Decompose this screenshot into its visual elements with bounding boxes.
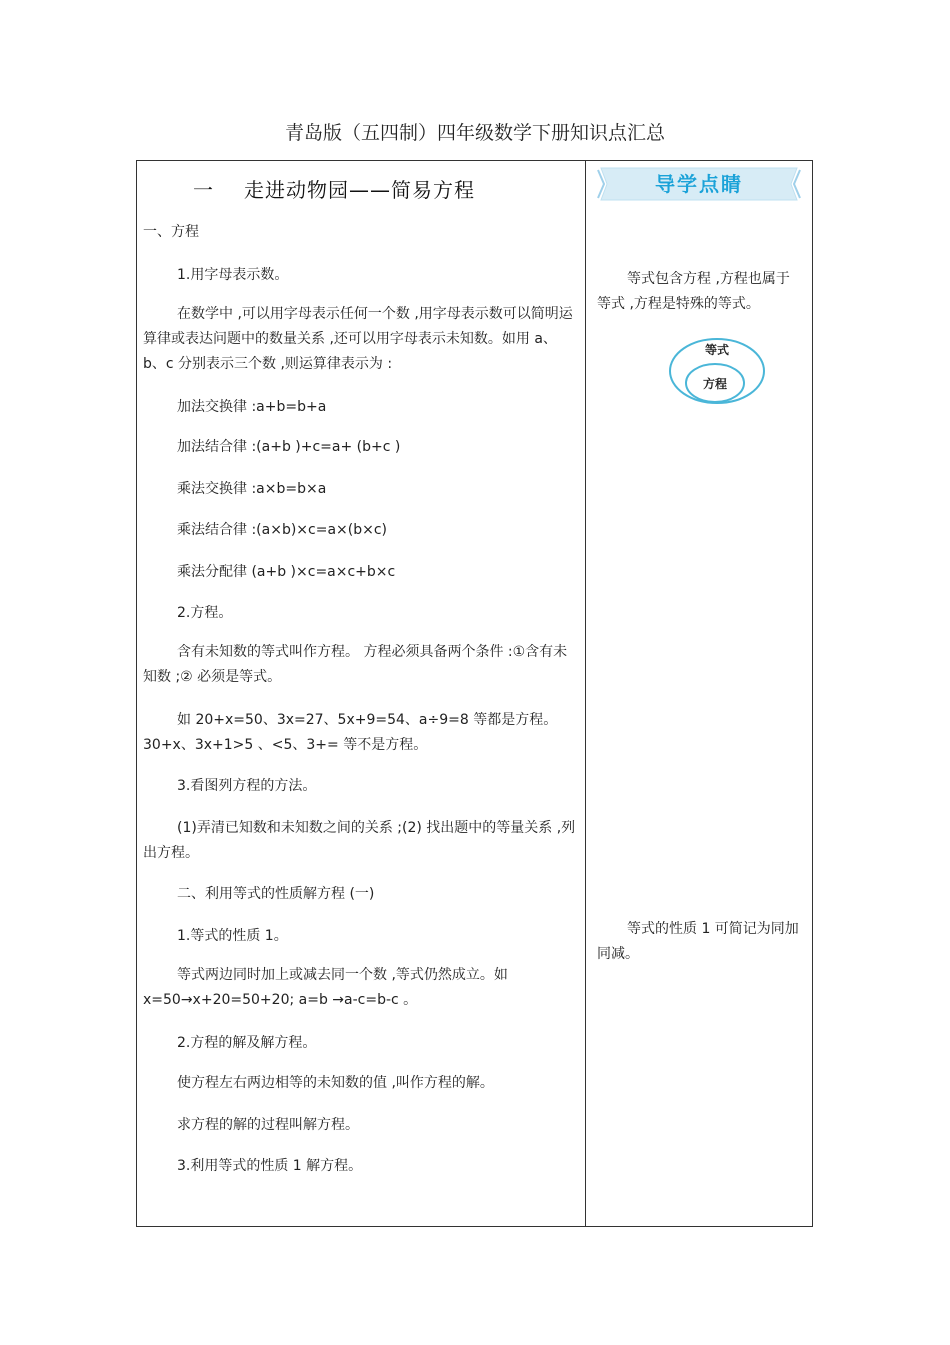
column-divider xyxy=(585,160,586,1227)
item-heading-2: 2.方程。 xyxy=(177,605,233,621)
chapter-heading xyxy=(193,174,475,203)
law-add-commutative: 加法交换律 :a+b=b+a xyxy=(177,399,327,415)
law-add-associative: 加法结合律 :(a+b )+c=a+ (b+c ) xyxy=(177,439,401,455)
banner-title: 导学点睛 xyxy=(655,172,743,196)
guide-banner xyxy=(595,166,803,202)
item-heading-4: 1.等式的性质 1。 xyxy=(177,928,288,944)
chapter-title: 走进动物园——简易方程 xyxy=(244,178,475,202)
item-heading-5: 2.方程的解及解方程。 xyxy=(177,1035,317,1051)
venn-inner-label: 方程 xyxy=(702,377,728,391)
venn-outer-label: 等式 xyxy=(704,343,730,357)
paragraph-solution-definition: 使方程左右两边相等的未知数的值 ,叫作方程的解。 xyxy=(177,1075,494,1091)
paragraph-letters: 在数学中 ,可以用字母表示任何一个数 ,用字母表示数可以简明运算律或表达问题中的数量关系 ,还可以用字母表示未知数。如用 a、b、c 分别表示三个数 ,则运算律表示为 : xyxy=(143,306,573,372)
item-heading-3: 3.看图列方程的方法。 xyxy=(177,778,317,794)
section-heading-1: 一、方程 xyxy=(143,224,199,240)
paragraph-equation-definition: 含有未知数的等式叫作方程。 方程必须具备两个条件 :①含有未知数 ;② 必须是等式。 xyxy=(143,644,568,685)
side-note-equation: 等式包含方程 ,方程也属于等式 ,方程是特殊的等式。 xyxy=(597,271,790,312)
chapter-number: 一 xyxy=(193,178,214,202)
paragraph-equation-examples: 如 20+x=50、3x=27、5x+9=54、a÷9=8 等都是方程。 30+x、3x+1>5 、<5、3+= 等不是方程。 xyxy=(143,712,558,753)
venn-diagram xyxy=(667,336,765,406)
paragraph-equality-property: 等式两边同时加上或减去同一个数 ,等式仍然成立。如 x=50→x+20=50+20; a=b →a-c=b-c 。 xyxy=(143,967,508,1008)
section-heading-2: 二、利用等式的性质解方程 (一) xyxy=(177,886,375,902)
side-note-property: 等式的性质 1 可简记为同加同减。 xyxy=(597,921,799,962)
item-heading-1: 1.用字母表示数。 xyxy=(177,267,289,283)
paragraph-solving-definition: 求方程的解的过程叫解方程。 xyxy=(177,1117,359,1133)
paragraph-diagram-method: (1)弄清已知数和未知数之间的关系 ;(2) 找出题中的等量关系 ,列出方程。 xyxy=(143,820,576,861)
item-heading-6: 3.利用等式的性质 1 解方程。 xyxy=(177,1158,363,1174)
law-mul-associative: 乘法结合律 :(a×b)×c=a×(b×c) xyxy=(177,522,387,538)
law-mul-commutative: 乘法交换律 :a×b=b×a xyxy=(177,481,327,497)
law-distributive: 乘法分配律 (a+b )×c=a×c+b×c xyxy=(177,564,396,580)
document-title: 青岛版（五四制）四年级数学下册知识点汇总 xyxy=(284,122,665,144)
